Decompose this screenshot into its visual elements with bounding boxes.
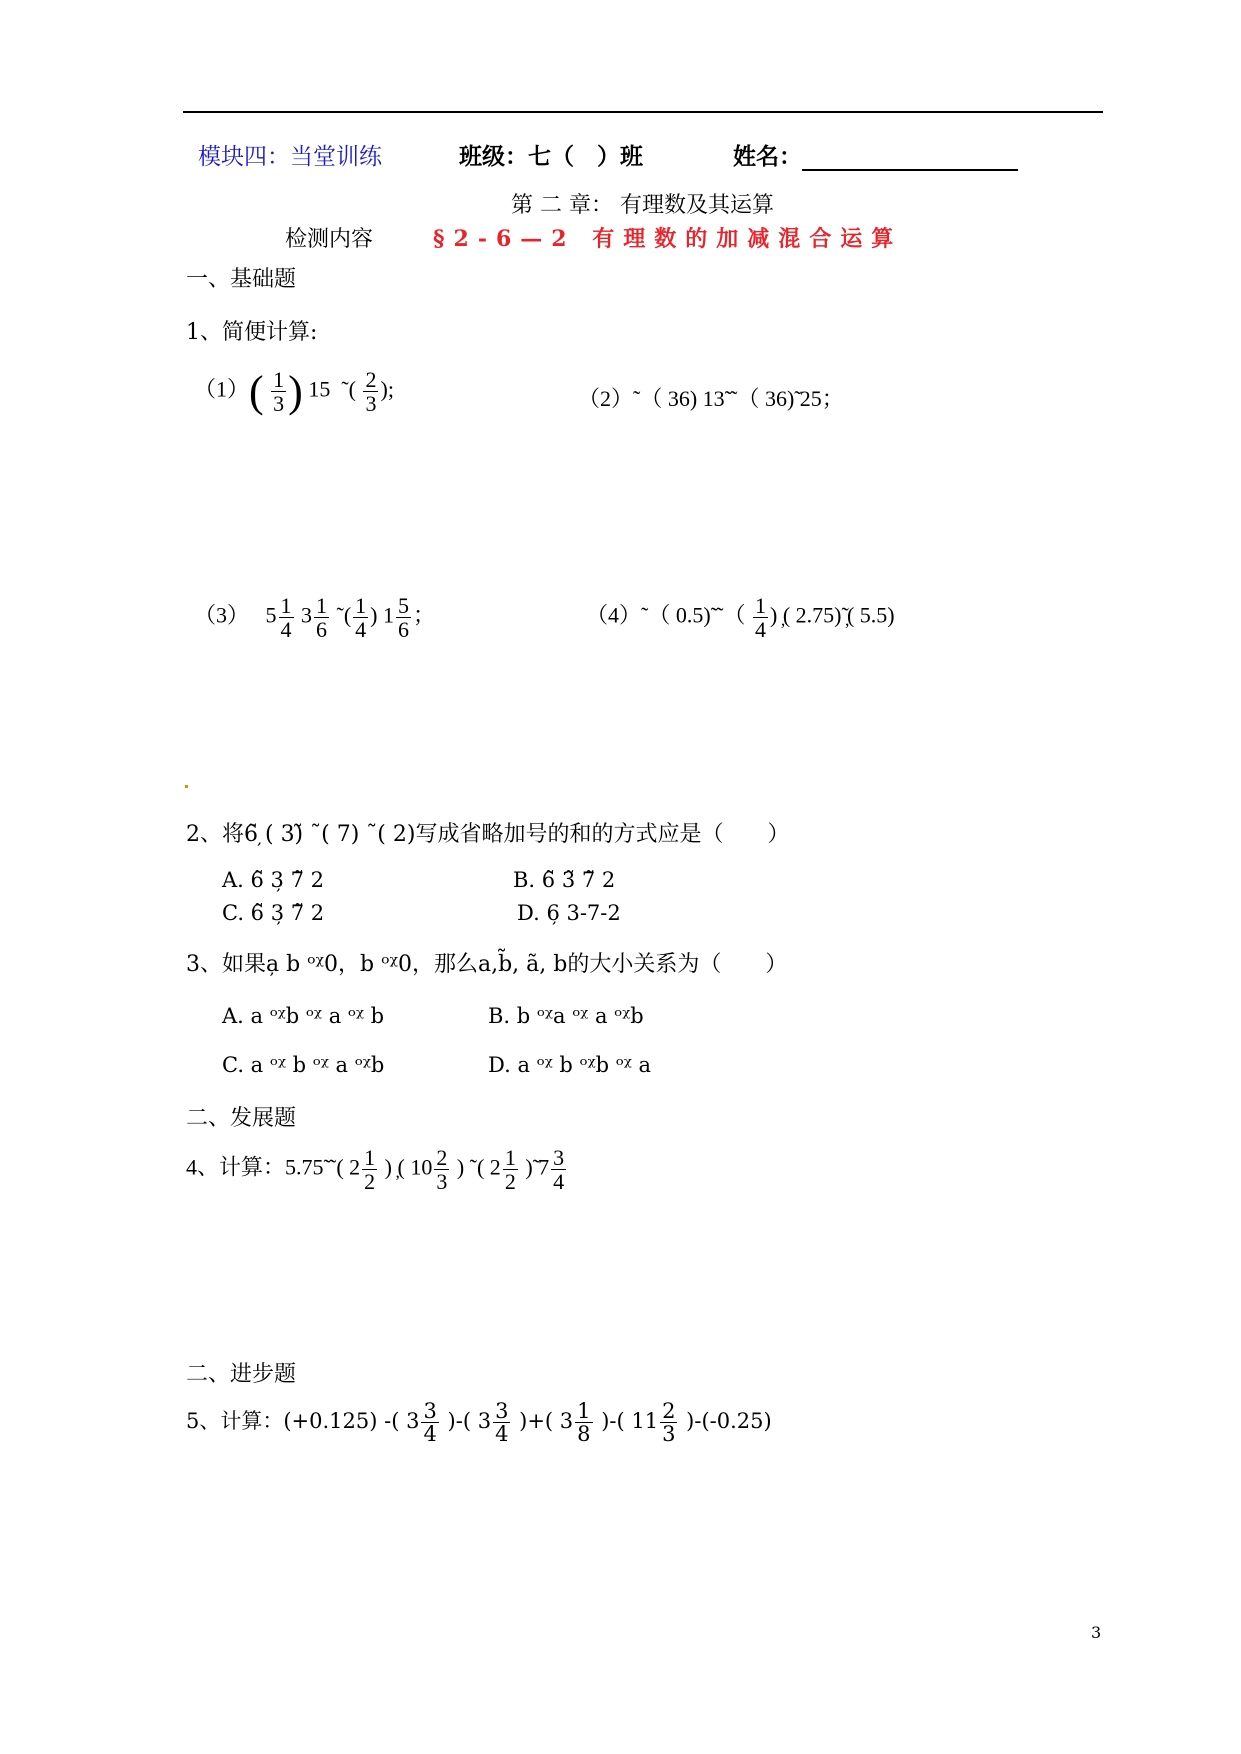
content-label: 检测内容: [285, 227, 374, 252]
section-develop-heading: 二、发展题: [186, 1106, 297, 1131]
fraction: $\frac{3}{4}$: [495, 1399, 509, 1447]
header-rule: [183, 111, 1103, 113]
q2-option-a[interactable]: A. 6̃ 3̦ 7̃ 2: [222, 868, 324, 892]
q3-option-c[interactable]: C. a ᵒᵡ b ᵒᵡ a ᵒᵡb: [222, 1053, 385, 1077]
q4-expression: 4、计算：5.75̃ ˜( 2 $\frac{1}{2}$ ) ̦( 10 $\frac{2}{3}$ ) ˜( 2 $\frac{1}{2}$ )̃ 7 $\frac{3}{4}$: [186, 1145, 565, 1195]
q2-stem: 2、将6̃ ̦( 3)̃ ˜( 7) ˜( 2)写成省略加号的和的方式应是（ ）: [186, 822, 790, 847]
fraction: $\frac{2}{3}$: [436, 1145, 448, 1195]
q3-option-b[interactable]: B. b ᵒᵡa ᵒᵡ a ᵒᵡb: [488, 1004, 644, 1028]
fraction: $\frac{1}{3}$: [273, 366, 285, 416]
fraction: $\frac{1}{4}$: [355, 593, 367, 643]
fraction: $\frac{1}{8}$: [577, 1399, 591, 1447]
q1-stem: 1、简便计算:: [186, 320, 318, 345]
class-label: 班级：七（ ）班: [459, 143, 643, 170]
q3-option-a[interactable]: A. a ᵒᵡb ᵒᵡ a ᵒᵡ b: [222, 1004, 385, 1028]
fraction: $\frac{1}{4}$: [755, 593, 766, 643]
page-number: 3: [1091, 1623, 1102, 1642]
chapter-title: 第 二 章： 有理数及其运算: [511, 193, 774, 218]
q3-stem: 3、如果a̦ b ᵒᵡ0，b ᵒᵡ0，那么a,b̃, ã, b的大小关系为（ ）: [186, 952, 788, 977]
marker-dot: [185, 785, 188, 788]
q2-option-c[interactable]: C. 6̃ 3̦ 7̃ 2: [222, 901, 325, 925]
module-label: 模块四：当堂训练: [198, 144, 382, 170]
fraction: $\frac{3}{4}$: [423, 1399, 437, 1447]
q1-part4: （4）˜（ 0.5)̃ ˜（ $\frac{1}{4}$ ) ̦( 2.75)̃ ̦( 5.5): [586, 593, 895, 643]
section-basic-heading: 一、基础题: [186, 267, 297, 292]
fraction: $\frac{2}{3}$: [662, 1399, 676, 1447]
fraction: $\frac{1}{2}$: [364, 1145, 376, 1195]
section-title: §2-6—2 有理数的加减混合运算: [433, 226, 903, 252]
fraction: $\frac{1}{6}$: [316, 593, 328, 643]
q5-expression: 5、计算：(+0.125) -( 3 $\frac{3}{4}$ )-( 3 $\frac{3}{4}$ )+( 3 $\frac{1}{8}$ )-( 11 $\frac{2}{3}$ )-(-0.25): [186, 1399, 772, 1447]
section-advance-heading: 二、进步题: [186, 1362, 297, 1387]
q3-option-d[interactable]: D. a ᵒᵡ b ᵒᵡb ᵒᵡ a: [488, 1053, 652, 1077]
name-blank[interactable]: [802, 147, 1018, 171]
name-label: 姓名：: [733, 138, 1018, 171]
q1-part1: （1）( $\frac{1}{3}$ ) 15 ˜( $\frac{2}{3}$ );: [194, 366, 394, 416]
q1-part2: （2）˜（ 36) 13̃ ˜（ 36)̃ 25；: [578, 386, 844, 411]
fraction: $\frac{5}{6}$: [398, 593, 409, 643]
q2-option-b[interactable]: B. 6̃ 3̃ 7̃ 2: [513, 868, 616, 892]
fraction: $\frac{2}{3}$: [365, 366, 377, 416]
fraction: $\frac{3}{4}$: [553, 1145, 565, 1195]
q2-option-d[interactable]: D. 6̦ 3-7-2: [517, 901, 621, 925]
q1-part3: （3） 5 $\frac{1}{4}$ 3 $\frac{1}{6}$ ˜( $\frac{1}{4}$ ) 1 $\frac{5}{6}$ ；: [194, 593, 436, 643]
fraction: $\frac{1}{4}$: [280, 593, 292, 643]
fraction: $\frac{1}{2}$: [504, 1145, 516, 1195]
